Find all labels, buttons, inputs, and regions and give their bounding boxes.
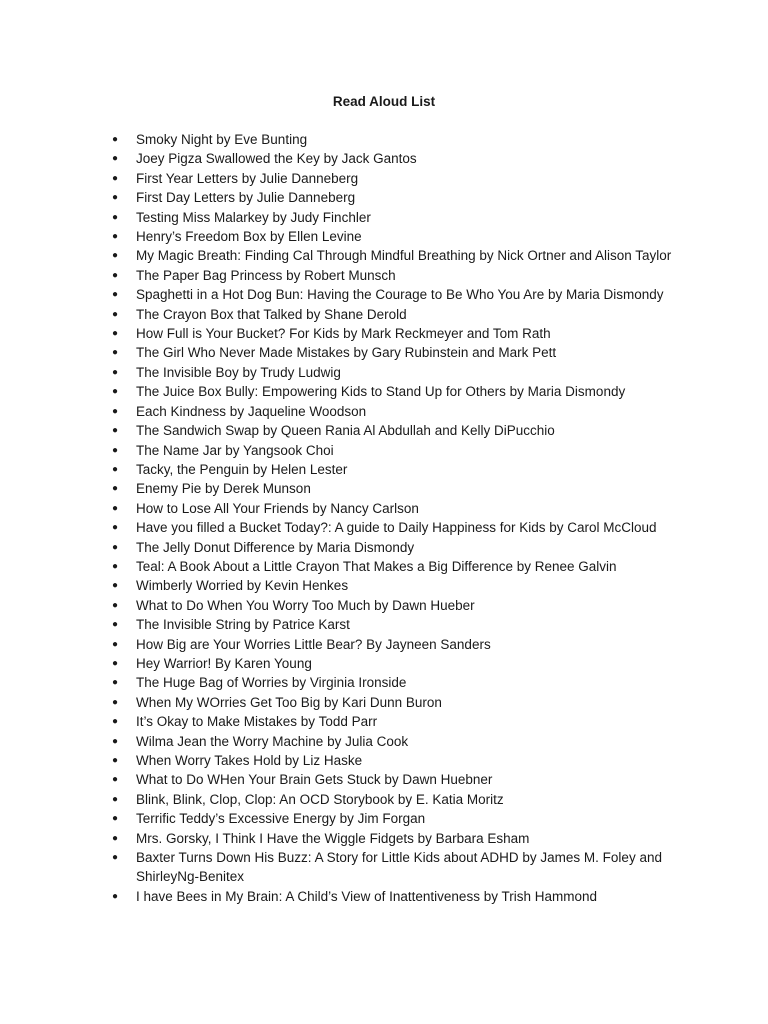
- list-item: [112, 887, 692, 906]
- bullet-icon: ●: [112, 502, 119, 514]
- list-item: [112, 305, 692, 324]
- list-item: [112, 188, 692, 207]
- list-item: [112, 227, 692, 246]
- list-item: [112, 499, 692, 518]
- bullet-icon: ●: [112, 231, 119, 243]
- list-item-text: Tacky, the Penguin by Helen Lester: [136, 461, 348, 477]
- list-item-text: What to Do WHen Your Brain Gets Stuck by Dawn Huebner: [136, 772, 493, 788]
- list-item: [112, 266, 692, 285]
- list-item: [112, 576, 692, 595]
- bullet-icon: ●: [112, 366, 119, 378]
- list-item: [112, 208, 692, 227]
- list-item: [112, 538, 692, 557]
- list-item-text: Smoky Night by Eve Bunting: [136, 132, 308, 147]
- list-item-text: Testing Miss Malarkey by Judy Finchler: [136, 209, 371, 225]
- list-item-text: Mrs. Gorsky, I Think I Have the Wiggle Fidgets by Barbara Esham: [136, 830, 530, 846]
- list-item-text: Have you filled a Bucket Today?: A guide to Daily Happiness for Kids by Carol McCloud: [136, 520, 657, 536]
- bullet-icon: ●: [112, 134, 119, 145]
- list-item: [112, 673, 692, 692]
- list-item-text: The Paper Bag Princess by Robert Munsch: [136, 267, 396, 283]
- list-item-text: Enemy Pie by Derek Munson: [136, 481, 311, 497]
- list-item: [112, 654, 692, 673]
- list-item-text: How to Lose All Your Friends by Nancy Carlson: [136, 500, 419, 516]
- list-item-text: Blink, Blink, Clop, Clop: An OCD Storybook by E. Katia Moritz: [136, 791, 504, 807]
- list-item-text: The Sandwich Swap by Queen Rania Al Abdullah and Kelly DiPucchio: [136, 423, 555, 439]
- bullet-icon: ●: [112, 250, 119, 262]
- list-item: [112, 770, 692, 789]
- bullet-icon: ●: [112, 599, 119, 611]
- list-item-text: The Juice Box Bully: Empowering Kids to Stand Up for Others by Maria Dismondy: [136, 384, 626, 400]
- bullet-icon: ●: [112, 560, 119, 572]
- bullet-icon: ●: [112, 580, 119, 592]
- list-item-text: It’s Okay to Make Mistakes by Todd Parr: [136, 714, 378, 730]
- bullet-icon: ●: [112, 619, 119, 631]
- list-item-text: The Invisible Boy by Trudy Ludwig: [136, 364, 341, 380]
- bullet-icon: ●: [112, 463, 119, 475]
- bullet-icon: ●: [112, 483, 119, 495]
- bullet-icon: ●: [112, 696, 119, 708]
- list-item: [112, 848, 692, 887]
- list-item-text: Each Kindness by Jaqueline Woodson: [136, 403, 367, 419]
- list-item: [112, 169, 692, 188]
- bullet-icon: ●: [112, 890, 119, 902]
- bullet-icon: ●: [112, 289, 119, 301]
- book-list: [112, 130, 692, 906]
- page-title: Read Aloud List: [332, 94, 436, 109]
- bullet-icon: ●: [112, 425, 119, 437]
- bullet-icon: ●: [112, 813, 119, 825]
- list-item-text: My Magic Breath: Finding Cal Through Mindful Breathing by Nick Ortner and Alison Taylor: [136, 248, 672, 264]
- list-item: [112, 479, 692, 498]
- list-item: [112, 635, 692, 654]
- list-item: [112, 246, 692, 265]
- list-item-text: Teal: A Book About a Little Crayon That Makes a Big Difference by Renee Galvin: [136, 558, 617, 574]
- bullet-icon: ●: [112, 347, 119, 359]
- bullet-icon: ●: [112, 541, 119, 553]
- bullet-icon: ●: [112, 774, 119, 786]
- list-item-text: The Crayon Box that Talked by Shane Derold: [136, 306, 407, 322]
- list-item-text: What to Do When You Worry Too Much by Dawn Hueber: [136, 597, 475, 613]
- list-item-text: Spaghetti in a Hot Dog Bun: Having the Courage to Be Who You Are by Maria Dismondy: [136, 287, 664, 303]
- list-item: [112, 441, 692, 460]
- list-item: [112, 402, 692, 421]
- bullet-icon: ●: [112, 716, 119, 728]
- list-item: [112, 557, 692, 576]
- bullet-icon: ●: [112, 192, 119, 204]
- list-item: [112, 732, 692, 751]
- list-item: [112, 518, 692, 537]
- list-item: [112, 829, 692, 848]
- list-item-text: The Huge Bag of Worries by Virginia Ironside: [136, 675, 407, 691]
- list-item-text: When My WOrries Get Too Big by Kari Dunn Buron: [136, 694, 442, 710]
- list-item: [112, 790, 692, 809]
- list-item-text: The Name Jar by Yangsook Choi: [136, 442, 334, 458]
- list-item-text: How Big are Your Worries Little Bear? By Jayneen Sanders: [136, 636, 491, 652]
- list-item: [112, 363, 692, 382]
- list-item-text: How Full is Your Bucket? For Kids by Mark Reckmeyer and Tom Rath: [136, 326, 551, 342]
- list-item-text: First Year Letters by Julie Danneberg: [136, 170, 359, 186]
- bullet-icon: ●: [112, 269, 119, 281]
- list-item: [112, 712, 692, 731]
- bullet-icon: ●: [112, 405, 119, 417]
- bullet-icon: ●: [112, 852, 119, 864]
- list-item-text: I have Bees in My Brain: A Child’s View of Inattentiveness by Trish Hammond: [136, 888, 597, 904]
- list-item-text: Wimberly Worried by Kevin Henkes: [136, 578, 349, 594]
- bullet-icon: ●: [112, 657, 119, 669]
- bullet-icon: ●: [112, 638, 119, 650]
- list-item: [112, 324, 692, 343]
- list-item: [112, 751, 692, 770]
- bullet-icon: ●: [112, 522, 119, 534]
- list-item: [112, 285, 692, 304]
- bullet-icon: ●: [112, 153, 119, 165]
- list-item-text: The Girl Who Never Made Mistakes by Gary Rubinstein and Mark Pett: [136, 345, 557, 361]
- bullet-icon: ●: [112, 328, 119, 340]
- list-item-text: Joey Pigza Swallowed the Key by Jack Gantos: [136, 151, 417, 167]
- list-item: [112, 382, 692, 401]
- list-item-text: Hey Warrior! By Karen Young: [136, 655, 312, 671]
- list-item-text: Wilma Jean the Worry Machine by Julia Cook: [136, 733, 409, 749]
- bullet-icon: ●: [112, 677, 119, 689]
- list-item-text: Terrific Teddy’s Excessive Energy by Jim Forgan: [136, 811, 426, 827]
- list-item: [112, 149, 692, 168]
- bullet-icon: ●: [112, 211, 119, 223]
- list-item-text: Baxter Turns Down His Buzz: A Story for Little Kids about ADHD by James M. Foley and ShirleyNg-Benitex: [136, 850, 662, 885]
- bullet-icon: ●: [112, 832, 119, 844]
- list-item: [112, 693, 692, 712]
- list-item: [112, 130, 692, 149]
- bullet-icon: ●: [112, 386, 119, 398]
- bullet-icon: ●: [112, 793, 119, 805]
- list-item: [112, 615, 692, 634]
- bullet-icon: ●: [112, 755, 119, 766]
- list-item-text: When Worry Takes Hold by Liz Haske: [136, 753, 363, 768]
- list-item: [112, 343, 692, 362]
- list-item-text: First Day Letters by Julie Danneberg: [136, 190, 356, 206]
- list-item: [112, 596, 692, 615]
- bullet-icon: ●: [112, 308, 119, 320]
- list-item-text: The Invisible String by Patrice Karst: [136, 617, 350, 633]
- list-item: [112, 421, 692, 440]
- list-item-text: The Jelly Donut Difference by Maria Dismondy: [136, 539, 415, 555]
- bullet-icon: ●: [112, 444, 119, 456]
- list-item: [112, 460, 692, 479]
- list-item-text: Henry’s Freedom Box by Ellen Levine: [136, 229, 362, 245]
- bullet-icon: ●: [112, 735, 119, 747]
- bullet-icon: ●: [112, 172, 119, 184]
- list-item: [112, 809, 692, 828]
